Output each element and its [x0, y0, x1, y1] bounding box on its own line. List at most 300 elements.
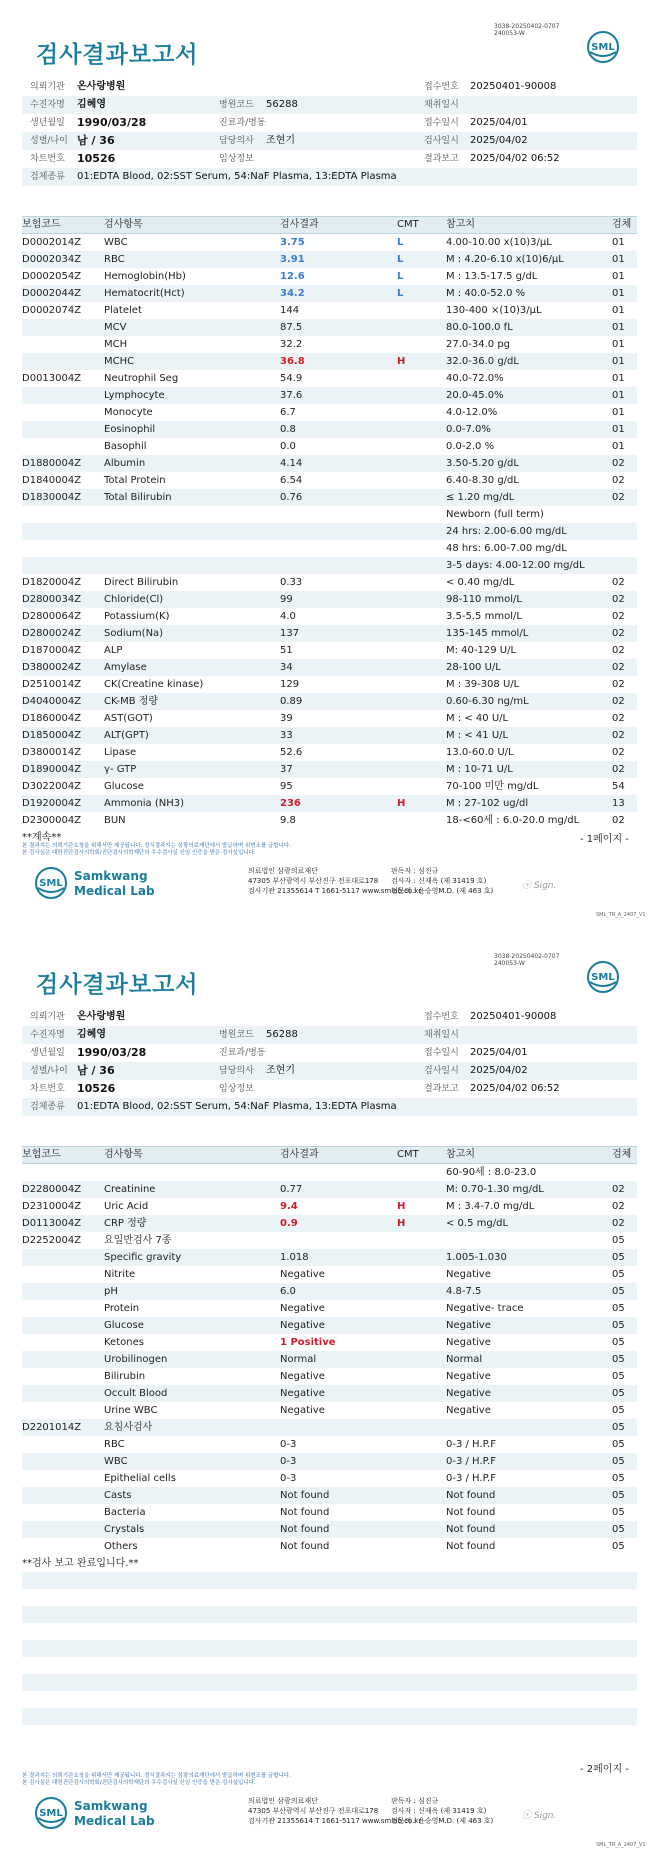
specimen-code: 02 — [612, 815, 625, 826]
test-name: Others — [104, 1541, 138, 1552]
table-row — [22, 744, 637, 761]
reference-range: Not found — [446, 1541, 496, 1552]
table-row — [22, 285, 637, 302]
test-result: 6.7 — [280, 407, 296, 418]
test-name: Chloride(Cl) — [104, 594, 164, 605]
table-row — [22, 1164, 637, 1181]
table-row — [22, 506, 637, 523]
test-name: Basophil — [104, 441, 147, 452]
test-name: Hematocrit(Hct) — [104, 288, 185, 299]
test-result: 0.89 — [280, 696, 303, 707]
test-result: Negative — [280, 1371, 325, 1382]
specimen-code: 05 — [612, 1371, 625, 1382]
table-row — [22, 1470, 637, 1487]
reference-range: Negative — [446, 1371, 491, 1382]
specimen-code: 01 — [612, 424, 625, 435]
test-result: 1.018 — [280, 1252, 309, 1263]
test-code: D0002044Z — [22, 288, 82, 299]
specimen-code: 05 — [612, 1541, 625, 1552]
table-row — [22, 1351, 637, 1368]
page-number: - 2페이지 - — [580, 1764, 629, 1775]
chart-number: 10526 — [77, 152, 116, 165]
specimen-code: 05 — [612, 1439, 625, 1450]
reference-range: 0.0-2.0 % — [446, 441, 495, 452]
table-row — [22, 693, 637, 710]
reference-range: Negative — [446, 1337, 491, 1348]
specimen-code: 05 — [612, 1252, 625, 1263]
empty-row — [22, 1640, 637, 1657]
reference-range: 3-5 days: 4.00-12.00 mg/dL — [446, 560, 585, 571]
empty-row — [22, 1708, 637, 1725]
reference-range: 6.40-8.30 g/dL — [446, 475, 519, 486]
test-name: ALP — [104, 645, 123, 656]
reference-range: < 0.5 mg/dL — [446, 1218, 509, 1229]
test-name: Crystals — [104, 1524, 145, 1535]
reference-range: 4.8-7.5 — [446, 1286, 482, 1297]
signature: ⓢ Sign. — [522, 1811, 557, 1821]
test-code: D2800034Z — [22, 594, 82, 605]
test-name: Bacteria — [104, 1507, 146, 1518]
test-result: 33 — [280, 730, 293, 741]
reference-range: 130-400 ×(10)3/μL — [446, 305, 542, 316]
reference-range: Negative- trace — [446, 1303, 524, 1314]
result-flag: L — [397, 237, 404, 248]
empty-rows — [22, 1572, 637, 1742]
table-row — [22, 625, 637, 642]
test-result: 0.33 — [280, 577, 303, 588]
specimen-code: 02 — [612, 1184, 625, 1195]
specimen-code: 01 — [612, 373, 625, 384]
test-result: Not found — [280, 1541, 330, 1552]
table-row — [22, 1487, 637, 1504]
test-name: Urine WBC — [104, 1405, 158, 1416]
test-result: 236 — [280, 798, 301, 809]
test-result: 0.8 — [280, 424, 296, 435]
reference-range: 1.005-1.030 — [446, 1252, 507, 1263]
test-name: Sodium(Na) — [104, 628, 164, 639]
reference-range: M : 40.0-52.0 % — [446, 288, 526, 299]
report-end: **검사 보고 완료입니다.** — [22, 1558, 139, 1569]
test-result: 6.0 — [280, 1286, 296, 1297]
test-result: 0-3 — [280, 1473, 297, 1484]
result-flag: H — [397, 356, 406, 367]
specimen-code: 05 — [612, 1405, 625, 1416]
reference-range: M: 40-129 U/L — [446, 645, 517, 656]
test-result: 3.91 — [280, 254, 305, 265]
empty-row — [22, 1589, 637, 1606]
test-name: Uric Acid — [104, 1201, 149, 1212]
reference-range: 0.60-6.30 ng/mL — [446, 696, 529, 707]
test-code: D2800024Z — [22, 628, 82, 639]
patient-name: 김혜영 — [77, 99, 106, 110]
test-result: 0.76 — [280, 492, 303, 503]
test-name: Amylase — [104, 662, 147, 673]
table-row — [22, 1283, 637, 1300]
test-name: MCH — [104, 339, 128, 350]
test-name: WBC — [104, 1456, 128, 1467]
table-body — [22, 234, 637, 829]
table-row — [22, 421, 637, 438]
test-result: Not found — [280, 1524, 330, 1535]
specimen-code: 02 — [612, 730, 625, 741]
test-result: 0-3 — [280, 1439, 297, 1450]
reference-range: 32.0-36.0 g/dL — [446, 356, 519, 367]
specimen-code: 01 — [612, 237, 625, 248]
empty-row — [22, 1674, 637, 1691]
reference-range: Not found — [446, 1490, 496, 1501]
test-code: D2300004Z — [22, 815, 82, 826]
svg-text:SML: SML — [39, 878, 63, 889]
specimen-code: 05 — [612, 1456, 625, 1467]
test-name: ALT(GPT) — [104, 730, 149, 741]
test-result: Not found — [280, 1490, 330, 1501]
report-title: 검사결과보고서 — [36, 42, 199, 68]
specimen-code: 02 — [612, 475, 625, 486]
table-row — [22, 659, 637, 676]
reference-range: 98-110 mmol/L — [446, 594, 522, 605]
table-row — [22, 1453, 637, 1470]
table-row — [22, 795, 637, 812]
test-result: Negative — [280, 1269, 325, 1280]
table-row — [22, 387, 637, 404]
notice: 본 결과지는 의뢰기관요청을 위해서만 제공됩니다. 정식결과지는 삼광의료재단에서 발급하며 위변조를 금합니다. 본 검사실은 대한진단검사의학회/진단검사의학재단의 우수검사실 신임 인증을 받은 검사실입니다. — [22, 843, 291, 856]
specimen-code: 02 — [612, 679, 625, 690]
table-row — [22, 489, 637, 506]
test-name: WBC — [104, 237, 128, 248]
table-row — [22, 472, 637, 489]
specimen-code: 02 — [612, 492, 625, 503]
test-name: BUN — [104, 815, 126, 826]
test-result: 54.9 — [280, 373, 303, 384]
specimen-code: 01 — [612, 356, 625, 367]
test-code: D3800024Z — [22, 662, 82, 673]
table-row — [22, 557, 637, 574]
specimen-code: 01 — [612, 441, 625, 452]
test-name: Casts — [104, 1490, 132, 1501]
reference-range: M : 39-308 U/L — [446, 679, 520, 690]
test-name: CK(Creatine kinase) — [104, 679, 204, 690]
table-row — [22, 302, 637, 319]
specimen-code: 02 — [612, 458, 625, 469]
test-code: D2510014Z — [22, 679, 82, 690]
table-row — [22, 1181, 637, 1198]
result-flag: H — [397, 798, 406, 809]
specimen-code: 02 — [612, 645, 625, 656]
test-code: D2201014Z — [22, 1422, 82, 1433]
empty-row — [22, 1572, 637, 1589]
reference-range: 4.0-12.0% — [446, 407, 498, 418]
table-row — [22, 1521, 637, 1538]
test-result: 37.6 — [280, 390, 303, 401]
table-row — [22, 404, 637, 421]
brand-name-2: Medical Lab — [74, 884, 155, 898]
table-row — [22, 710, 637, 727]
test-result: 144 — [280, 305, 300, 316]
result-flag: H — [397, 1201, 406, 1212]
table-row — [22, 1215, 637, 1232]
test-name: Platelet — [104, 305, 142, 316]
test-code: D0002074Z — [22, 305, 82, 316]
test-name: Monocyte — [104, 407, 153, 418]
table-row — [22, 591, 637, 608]
reference-range: Negative — [446, 1405, 491, 1416]
specimen-code: 01 — [612, 271, 625, 282]
reference-range: 80.0-100.0 fL — [446, 322, 513, 333]
test-name: Total Protein — [104, 475, 166, 486]
reference-range: M : < 41 U/L — [446, 730, 509, 741]
sex-age: 남 / 36 — [77, 134, 115, 147]
test-code: D1890004Z — [22, 764, 82, 775]
test-result: 32.2 — [280, 339, 303, 350]
reference-range: M : 4.20-6.10 x(10)6/μL — [446, 254, 564, 265]
specimen-code: 01 — [612, 339, 625, 350]
reference-range: Negative — [446, 1269, 491, 1280]
specimen-types: 01:EDTA Blood, 02:SST Serum, 54:NaF Plasma, 13:EDTA Plasma — [77, 171, 397, 182]
test-result: 129 — [280, 679, 300, 690]
specimen-code: 01 — [612, 390, 625, 401]
result-flag: L — [397, 288, 404, 299]
table-row — [22, 353, 637, 370]
test-code: D0002014Z — [22, 237, 82, 248]
test-code: D0002054Z — [22, 271, 82, 282]
reference-range: 3.5-5.5 mmol/L — [446, 611, 522, 622]
test-name: Specific gravity — [104, 1252, 182, 1263]
reference-range: 28-100 U/L — [446, 662, 501, 673]
table-row — [22, 1368, 637, 1385]
test-result: 9.8 — [280, 815, 296, 826]
table-row — [22, 319, 637, 336]
reference-range: 13.0-60.0 U/L — [446, 747, 514, 758]
test-name: Glucose — [104, 781, 144, 792]
test-name: MCHC — [104, 356, 135, 367]
test-result: 0.9 — [280, 1218, 298, 1229]
table-row — [22, 370, 637, 387]
table-row — [22, 1232, 637, 1249]
test-name: Hemoglobin(Hb) — [104, 271, 186, 282]
empty-row — [22, 1606, 637, 1623]
table-row — [22, 268, 637, 285]
test-result: 9.4 — [280, 1201, 298, 1212]
reference-range: M : 13.5-17.5 g/dL — [446, 271, 538, 282]
result-flag: L — [397, 271, 404, 282]
reference-range: ≤ 1.20 mg/dL — [446, 492, 515, 503]
form-code: SML_TR_A_2407_V1 — [596, 912, 646, 918]
reported-date: 2025/04/02 06:52 — [470, 153, 560, 164]
test-result: Negative — [280, 1405, 325, 1416]
institution: 온사랑병원 — [77, 81, 126, 92]
specimen-code: 02 — [612, 1218, 625, 1229]
reference-range: M : 27-102 ug/dl — [446, 798, 529, 809]
reference-range: 0.0-7.0% — [446, 424, 491, 435]
document-id: 3038-20250402-0707 240053-W — [494, 23, 560, 37]
table-row — [22, 438, 637, 455]
reference-range: 0-3 / H.P.F — [446, 1473, 496, 1484]
test-name: Occult Blood — [104, 1388, 168, 1399]
test-code: D1820004Z — [22, 577, 82, 588]
test-code: D1840004Z — [22, 475, 82, 486]
test-code: D1870004Z — [22, 645, 82, 656]
specimen-code: 54 — [612, 781, 625, 792]
specimen-code: 02 — [612, 1201, 625, 1212]
test-code: D2252004Z — [22, 1235, 82, 1246]
document-id: 3038-20250402-0707 240053-W — [494, 953, 560, 967]
table-row — [22, 1249, 637, 1266]
test-code: D0013004Z — [22, 373, 82, 384]
test-name: CK-MB 정량 — [104, 696, 159, 707]
test-result: 39 — [280, 713, 293, 724]
table-row — [22, 455, 637, 472]
table-row — [22, 812, 637, 829]
test-result: Negative — [280, 1320, 325, 1331]
test-name: Ketones — [104, 1337, 144, 1348]
test-name: Albumin — [104, 458, 146, 469]
specimen-code: 05 — [612, 1388, 625, 1399]
test-code: D2280004Z — [22, 1184, 82, 1195]
specimen-code: 01 — [612, 322, 625, 333]
svg-text:SML: SML — [591, 972, 615, 983]
test-result: 4.14 — [280, 458, 303, 469]
specimen-code: 05 — [612, 1473, 625, 1484]
test-result: 0.0 — [280, 441, 296, 452]
test-name: Potassium(K) — [104, 611, 170, 622]
specimen-code: 05 — [612, 1337, 625, 1348]
report-page-2 — [0, 930, 655, 1850]
birth-date: 1990/03/28 — [77, 116, 147, 129]
specimen-code: 05 — [612, 1269, 625, 1280]
table-header: 보험코드 검사항목 검사결과 CMT 참고치 검체 — [22, 216, 637, 234]
reference-range: Negative — [446, 1320, 491, 1331]
empty-row — [22, 1691, 637, 1708]
test-result: 12.6 — [280, 271, 305, 282]
table-row — [22, 642, 637, 659]
form-code: SML_TR_A_2407_V1 — [596, 1842, 646, 1848]
test-name: Epithelial cells — [104, 1473, 176, 1484]
reference-range: 70-100 미만 mg/dL — [446, 781, 539, 792]
specimen-code: 01 — [612, 254, 625, 265]
test-result: 1 Positive — [280, 1337, 336, 1348]
table-row — [22, 727, 637, 744]
table-body — [22, 1164, 637, 1555]
receipt-number: 20250401-90008 — [470, 81, 557, 92]
test-name: RBC — [104, 1439, 125, 1450]
footer — [34, 866, 634, 920]
test-name: 요일반검사 7종 — [104, 1235, 172, 1246]
reference-range: Newborn (full term) — [446, 509, 544, 520]
tested-date: 2025/04/02 — [470, 135, 528, 146]
doctor: 조현기 — [266, 135, 295, 146]
reference-range: 48 hrs: 6.00-7.00 mg/dL — [446, 543, 567, 554]
results-table-page-1 — [22, 216, 637, 829]
empty-row — [22, 1623, 637, 1640]
specimen-code: 02 — [612, 628, 625, 639]
reference-range: 24 hrs: 2.00-6.00 mg/dL — [446, 526, 567, 537]
reference-range: 60-90세 : 8.0-23.0 — [446, 1167, 537, 1178]
table-row — [22, 1385, 637, 1402]
specimen-code: 02 — [612, 594, 625, 605]
test-name: 요침사검사 — [104, 1422, 153, 1433]
specimen-code: 01 — [612, 407, 625, 418]
reference-range: < 0.40 mg/dL — [446, 577, 515, 588]
result-flag: H — [397, 1218, 406, 1229]
test-code: D3800014Z — [22, 747, 82, 758]
test-code: D0113004Z — [22, 1218, 82, 1229]
test-name: Urobilinogen — [104, 1354, 168, 1365]
test-name: MCV — [104, 322, 127, 333]
table-row — [22, 251, 637, 268]
test-code: D3022004Z — [22, 781, 82, 792]
specimen-code: 02 — [612, 696, 625, 707]
test-result: 4.0 — [280, 611, 296, 622]
table-row — [22, 1538, 637, 1555]
specimen-code: 02 — [612, 764, 625, 775]
test-result: 0-3 — [280, 1456, 297, 1467]
reference-range: 0-3 / H.P.F — [446, 1456, 496, 1467]
test-result: 0.77 — [280, 1184, 303, 1195]
test-code: D0002034Z — [22, 254, 82, 265]
table-row — [22, 540, 637, 557]
test-result: 37 — [280, 764, 293, 775]
table-row — [22, 1198, 637, 1215]
patient-info: 의뢰기관 온사랑병원 접수번호 20250401-90008 수진자명 김혜영 병원코드 56288 채취일시 생년월일 1990/03/28 진료과/병동 접수일시 2025/04/01 성별/나이 남 / 36 담당의사 조현기 검사일시 2025/04/02 차트번호 10526 임상정보 결과보고 2025/04/02 06:52 검체종류 01:EDTA Blood, 02:SST Serum, 54:NaF Plasma, 13:EDTA Plasma — [22, 1008, 637, 1116]
sml-logo-icon — [34, 866, 68, 900]
reference-range: M : 3.4-7.0 mg/dL — [446, 1201, 535, 1212]
table-row — [22, 676, 637, 693]
test-code: D1860004Z — [22, 713, 82, 724]
reference-range: Normal — [446, 1354, 483, 1365]
test-code: D2800064Z — [22, 611, 82, 622]
sml-logo-icon — [586, 960, 620, 994]
test-code: D4040004Z — [22, 696, 82, 707]
received-date: 2025/04/01 — [470, 117, 528, 128]
test-name: Glucose — [104, 1320, 144, 1331]
patient-info: 의뢰기관 온사랑병원 접수번호 20250401-90008 수진자명 김혜영 병원코드 56288 채취일시 생년월일 1990/03/28 진료과/병동 접수일시 2025/04/01 성별/나이 남 / 36 담당의사 조현기 검사일시 2025/04/02 차트번호 10526 임상정보 결과보고 2025/04/02 06:52 검체종류 01:EDTA Blood, 02:SST Serum, 54:NaF Plasma, 13:EDTA Plasma — [22, 78, 637, 186]
address: 의료법인 삼광의료재단 47305 부산광역시 부산진구 전포대로178 검사기관 21355614 T 1661-5117 www.smlab.co.kr — [248, 867, 422, 895]
specimen-code: 01 — [612, 305, 625, 316]
table-row — [22, 1419, 637, 1436]
test-code: D1850004Z — [22, 730, 82, 741]
page-number: - 1페이지 - — [580, 834, 629, 845]
empty-row — [22, 1725, 637, 1742]
test-result: 6.54 — [280, 475, 303, 486]
address: 의료법인 삼광의료재단 47305 부산광역시 부산진구 전포대로178 검사기관 21355614 T 1661-5117 www.smlab.co.kr — [248, 1797, 422, 1825]
test-result: 87.5 — [280, 322, 303, 333]
staff: 판독자 : 심진규 검사자 : 신재옥 (제 31419 호) 전문의 : 윤승영M.D. (제 463 호) — [391, 1797, 494, 1825]
table-row — [22, 1300, 637, 1317]
test-name: γ- GTP — [104, 764, 137, 775]
test-result: 3.75 — [280, 237, 305, 248]
test-result: Not found — [280, 1507, 330, 1518]
results-table-page-2 — [22, 1146, 637, 1742]
test-result: 99 — [280, 594, 293, 605]
sml-logo-icon — [586, 30, 620, 64]
reference-range: 18-<60세 : 6.0-20.0 mg/dL — [446, 815, 580, 826]
svg-text:SML: SML — [39, 1808, 63, 1819]
table-row — [22, 1317, 637, 1334]
specimen-code: 02 — [612, 662, 625, 673]
specimen-code: 05 — [612, 1303, 625, 1314]
reference-range: 0-3 / H.P.F — [446, 1439, 496, 1450]
test-result: 34.2 — [280, 288, 305, 299]
sml-logo-icon — [34, 1796, 68, 1830]
table-row — [22, 523, 637, 540]
brand-name: Samkwang — [74, 869, 148, 883]
specimen-code: 05 — [612, 1286, 625, 1297]
specimen-code: 05 — [612, 1235, 625, 1246]
specimen-code: 02 — [612, 577, 625, 588]
specimen-code: 05 — [612, 1422, 625, 1433]
reference-range: 135-145 mmol/L — [446, 628, 529, 639]
table-row — [22, 761, 637, 778]
